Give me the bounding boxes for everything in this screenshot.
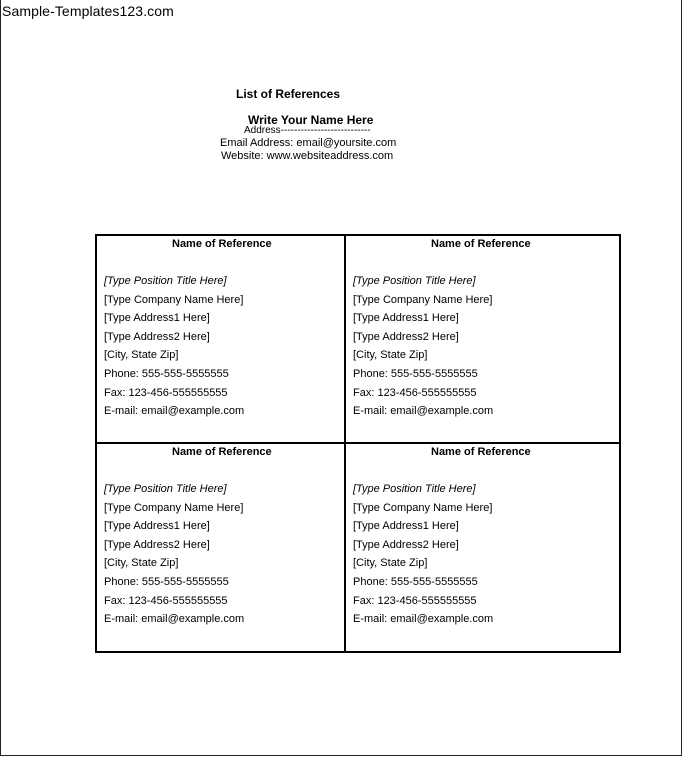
applicant-address: Address--------------------------- bbox=[244, 125, 371, 136]
reference-fax: Fax: 123-456-555555555 bbox=[353, 594, 477, 607]
reference-address1: [Type Address1 Here] bbox=[353, 520, 459, 533]
reference-address1: [Type Address1 Here] bbox=[104, 520, 210, 533]
reference-phone: Phone: 555-555-5555555 bbox=[104, 575, 229, 588]
reference-address2: [Type Address2 Here] bbox=[353, 330, 459, 343]
references-table bbox=[95, 234, 621, 653]
reference-name-heading: Name of Reference bbox=[172, 446, 272, 458]
reference-phone: Phone: 555-555-5555555 bbox=[353, 575, 478, 588]
reference-company: [Type Company Name Here] bbox=[104, 293, 244, 306]
reference-fax: Fax: 123-456-555555555 bbox=[104, 386, 228, 399]
applicant-email: Email Address: email@yoursite.com bbox=[220, 137, 397, 149]
reference-details bbox=[353, 480, 493, 629]
reference-company: [Type Company Name Here] bbox=[353, 293, 493, 306]
reference-phone: Phone: 555-555-5555555 bbox=[104, 367, 229, 380]
applicant-website: Website: www.websiteaddress.com bbox=[221, 150, 394, 162]
reference-company: [Type Company Name Here] bbox=[104, 501, 244, 514]
reference-card bbox=[346, 236, 619, 444]
reference-position: [Type Position Title Here] bbox=[353, 483, 476, 495]
reference-position: [Type Position Title Here] bbox=[104, 483, 227, 495]
reference-phone: Phone: 555-555-5555555 bbox=[353, 367, 478, 380]
reference-city: [City, State Zip] bbox=[104, 349, 179, 362]
reference-details bbox=[104, 480, 244, 629]
reference-address2: [Type Address2 Here] bbox=[104, 538, 210, 551]
applicant-name: Write Your Name Here bbox=[248, 113, 374, 127]
reference-card bbox=[346, 444, 619, 651]
reference-city: [City, State Zip] bbox=[353, 349, 428, 362]
reference-email: E-mail: email@example.com bbox=[353, 613, 494, 626]
reference-address2: [Type Address2 Here] bbox=[353, 538, 459, 551]
reference-email: E-mail: email@example.com bbox=[104, 405, 245, 418]
reference-city: [City, State Zip] bbox=[353, 557, 428, 570]
reference-address1: [Type Address1 Here] bbox=[353, 312, 459, 325]
reference-card bbox=[97, 444, 346, 651]
reference-position: [Type Position Title Here] bbox=[353, 275, 476, 287]
reference-email: E-mail: email@example.com bbox=[353, 405, 494, 418]
reference-name-heading: Name of Reference bbox=[172, 238, 272, 250]
reference-city: [City, State Zip] bbox=[104, 557, 179, 570]
reference-address1: [Type Address1 Here] bbox=[104, 312, 210, 325]
reference-card bbox=[97, 236, 346, 444]
document-title: List of References bbox=[236, 87, 341, 101]
reference-fax: Fax: 123-456-555555555 bbox=[104, 594, 228, 607]
reference-fax: Fax: 123-456-555555555 bbox=[353, 386, 477, 399]
reference-company: [Type Company Name Here] bbox=[353, 501, 493, 514]
site-watermark: Sample-Templates123.com bbox=[2, 3, 178, 19]
reference-details bbox=[353, 272, 493, 421]
reference-name-heading: Name of Reference bbox=[431, 446, 531, 458]
reference-details bbox=[104, 272, 244, 421]
reference-email: E-mail: email@example.com bbox=[104, 613, 245, 626]
reference-name-heading: Name of Reference bbox=[431, 238, 531, 250]
reference-position: [Type Position Title Here] bbox=[104, 275, 227, 287]
reference-address2: [Type Address2 Here] bbox=[104, 330, 210, 343]
